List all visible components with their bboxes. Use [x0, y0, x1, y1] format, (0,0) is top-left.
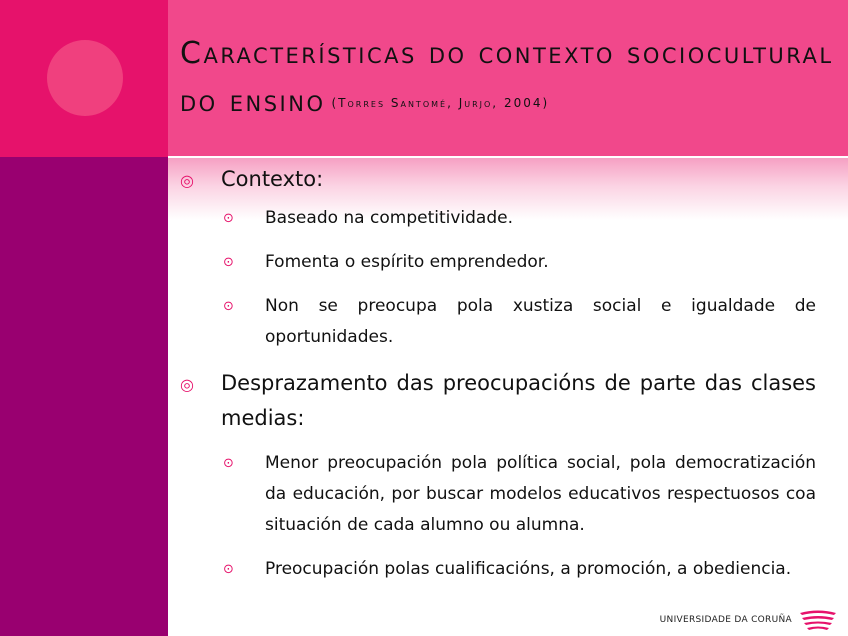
circled-dot-bullet-icon: ⊙ — [223, 562, 234, 577]
slide-title — [180, 30, 835, 127]
decorative-circle — [47, 40, 123, 116]
title-text: Características do contexto sociocultural do ensino — [180, 36, 834, 119]
circled-dot-bullet-icon: ⊙ — [223, 456, 234, 471]
sub-bullet-text: Baseado na competitividade. — [265, 208, 513, 228]
bullet-item — [180, 366, 816, 436]
circled-dot-bullet-icon: ⊙ — [223, 299, 234, 314]
sidebar-band — [0, 157, 168, 636]
title-citation: (Torres Santomé, Jurjo, 2004) — [331, 96, 550, 110]
sub-bullet-text: Fomenta o espírito emprendedor. — [265, 252, 549, 272]
bullet-text: Contexto: — [221, 167, 324, 191]
logo-text: UNIVERSIDADE DA CORUÑA — [659, 615, 792, 625]
sub-bullet-text: Menor preocupación pola política social, pola democratización da educación, por buscar modelos educativos respectuosos coa situación de cada alumno ou alumna. — [265, 453, 816, 535]
sub-bullet-text: Non se preocupa pola xustiza social e igualdade de oportunidades. — [265, 296, 816, 347]
sub-bullet-item — [223, 554, 816, 585]
university-logo — [660, 608, 838, 632]
circled-dot-bullet-icon: ⊙ — [223, 211, 234, 226]
udc-logo-icon — [798, 609, 838, 631]
sub-bullet-item — [223, 247, 816, 278]
circled-ring-bullet-icon: ◎ — [180, 171, 194, 190]
slide-content — [180, 162, 816, 598]
bullet-item — [180, 162, 816, 197]
circled-ring-bullet-icon: ◎ — [180, 375, 194, 394]
sub-bullet-item — [223, 203, 816, 234]
sub-bullet-item — [223, 291, 816, 353]
sub-bullet-item — [223, 448, 816, 541]
sub-bullet-text: Preocupación polas cualificacións, a promoción, a obediencia. — [265, 559, 792, 579]
circled-dot-bullet-icon: ⊙ — [223, 255, 234, 270]
bullet-text: Desprazamento das preocupacións de parte das clases medias: — [221, 371, 816, 430]
